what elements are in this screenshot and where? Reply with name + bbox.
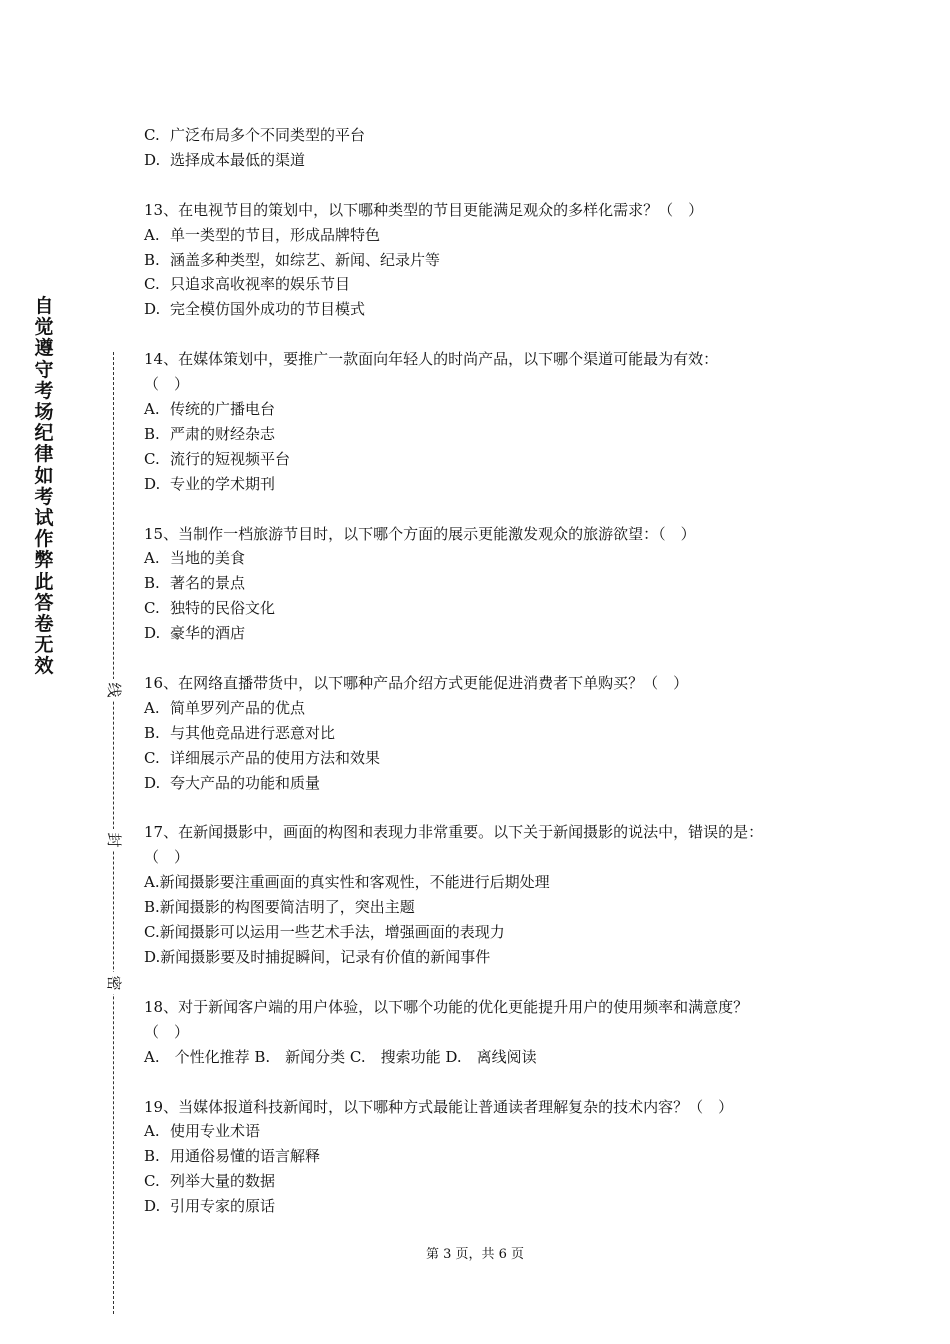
option-d: D. 专业的学术期刊 [144, 474, 276, 493]
binding-label-secret: 密 [103, 972, 125, 994]
question-stem: 15、当制作一档旅游节目时，以下哪个方面的展示更能激发观众的旅游欲望：（ ） [144, 524, 696, 543]
option-c: C.新闻摄影可以运用一些艺术手法，增强画面的表现力 [144, 923, 505, 942]
question-17 [144, 820, 824, 969]
binding-label-seal: 封 [103, 829, 125, 851]
option-c: C. 广泛布局多个不同类型的平台 [144, 126, 366, 144]
option-d: D. 选择成本最低的渠道 [144, 150, 306, 169]
option-c: C. 列举大量的数据 [144, 1172, 276, 1191]
question-12-continuation [144, 123, 824, 173]
exam-discipline-notice: 自觉遵守考场纪律如考试作弊此答卷无效 [34, 295, 54, 678]
answer-bracket: （ ） [144, 375, 190, 394]
question-14 [144, 347, 824, 496]
option-b: B. 著名的景点 [144, 574, 246, 593]
option-d: D. 豪华的酒店 [144, 624, 246, 643]
question-16 [144, 671, 824, 795]
answer-bracket: （ ） [144, 1022, 190, 1041]
option-b: B. 用通俗易懂的语言解释 [144, 1147, 321, 1166]
question-stem: 13、在电视节目的策划中，以下哪种类型的节目更能满足观众的多样化需求？（ ） [144, 200, 704, 219]
question-19 [144, 1095, 824, 1219]
question-stem: 14、在媒体策划中，要推广一款面向年轻人的时尚产品，以下哪个渠道可能最为有效： [144, 350, 719, 369]
option-b: B.新闻摄影的构图要简洁明了，突出主题 [144, 898, 415, 917]
question-18 [144, 995, 824, 1070]
option-b: B. 涵盖多种类型，如综艺、新闻、纪录片等 [144, 250, 441, 269]
question-stem: 17、在新闻摄影中，画面的构图和表现力非常重要。以下关于新闻摄影的说法中，错误的是： [144, 823, 764, 842]
option-d: D. 引用专家的原话 [144, 1197, 276, 1216]
option-a: A. 简单罗列产品的优点 [144, 698, 306, 717]
page-number: 第 3 页，共 6 页 [425, 1247, 525, 1262]
option-a: A. 传统的广播电台 [144, 400, 276, 419]
option-a: A. 单一类型的节目，形成品牌特色 [144, 225, 381, 244]
option-a: A. 当地的美食 [144, 549, 246, 568]
answer-bracket: （ ） [144, 848, 190, 867]
option-d: D. 夸大产品的功能和质量 [144, 773, 321, 792]
option-c: C. 流行的短视频平台 [144, 449, 291, 468]
option-d: D. 完全模仿国外成功的节目模式 [144, 300, 366, 319]
question-15 [144, 522, 824, 646]
exam-content [144, 123, 824, 1219]
binding-label-line: 线 [103, 679, 125, 701]
option-d: D.新闻摄影要及时捕捉瞬间，记录有价值的新闻事件 [144, 947, 491, 966]
question-stem: 19、当媒体报道科技新闻时，以下哪种方式最能让普通读者理解复杂的技术内容？（ ） [144, 1097, 734, 1116]
option-c: C. 只追求高收视率的娱乐节目 [144, 275, 351, 294]
question-stem: 16、在网络直播带货中，以下哪种产品介绍方式更能促进消费者下单购买？（ ） [144, 674, 689, 693]
option-b: B. 与其他竞品进行恶意对比 [144, 723, 336, 742]
option-a: A. 使用专业术语 [144, 1122, 261, 1141]
question-stem: 18、对于新闻客户端的用户体验，以下哪个功能的优化更能提升用户的使用频率和满意度？ [144, 997, 749, 1016]
options-inline: A. 个性化推荐 B. 新闻分类 C. 搜索功能 D. 离线阅读 [144, 1047, 537, 1066]
option-a: A.新闻摄影要注重画面的真实性和客观性，不能进行后期处理 [144, 873, 550, 892]
option-c: C. 详细展示产品的使用方法和效果 [144, 748, 381, 767]
option-c: C. 独特的民俗文化 [144, 599, 276, 618]
question-13 [144, 198, 824, 322]
option-b: B. 严肃的财经杂志 [144, 424, 276, 443]
